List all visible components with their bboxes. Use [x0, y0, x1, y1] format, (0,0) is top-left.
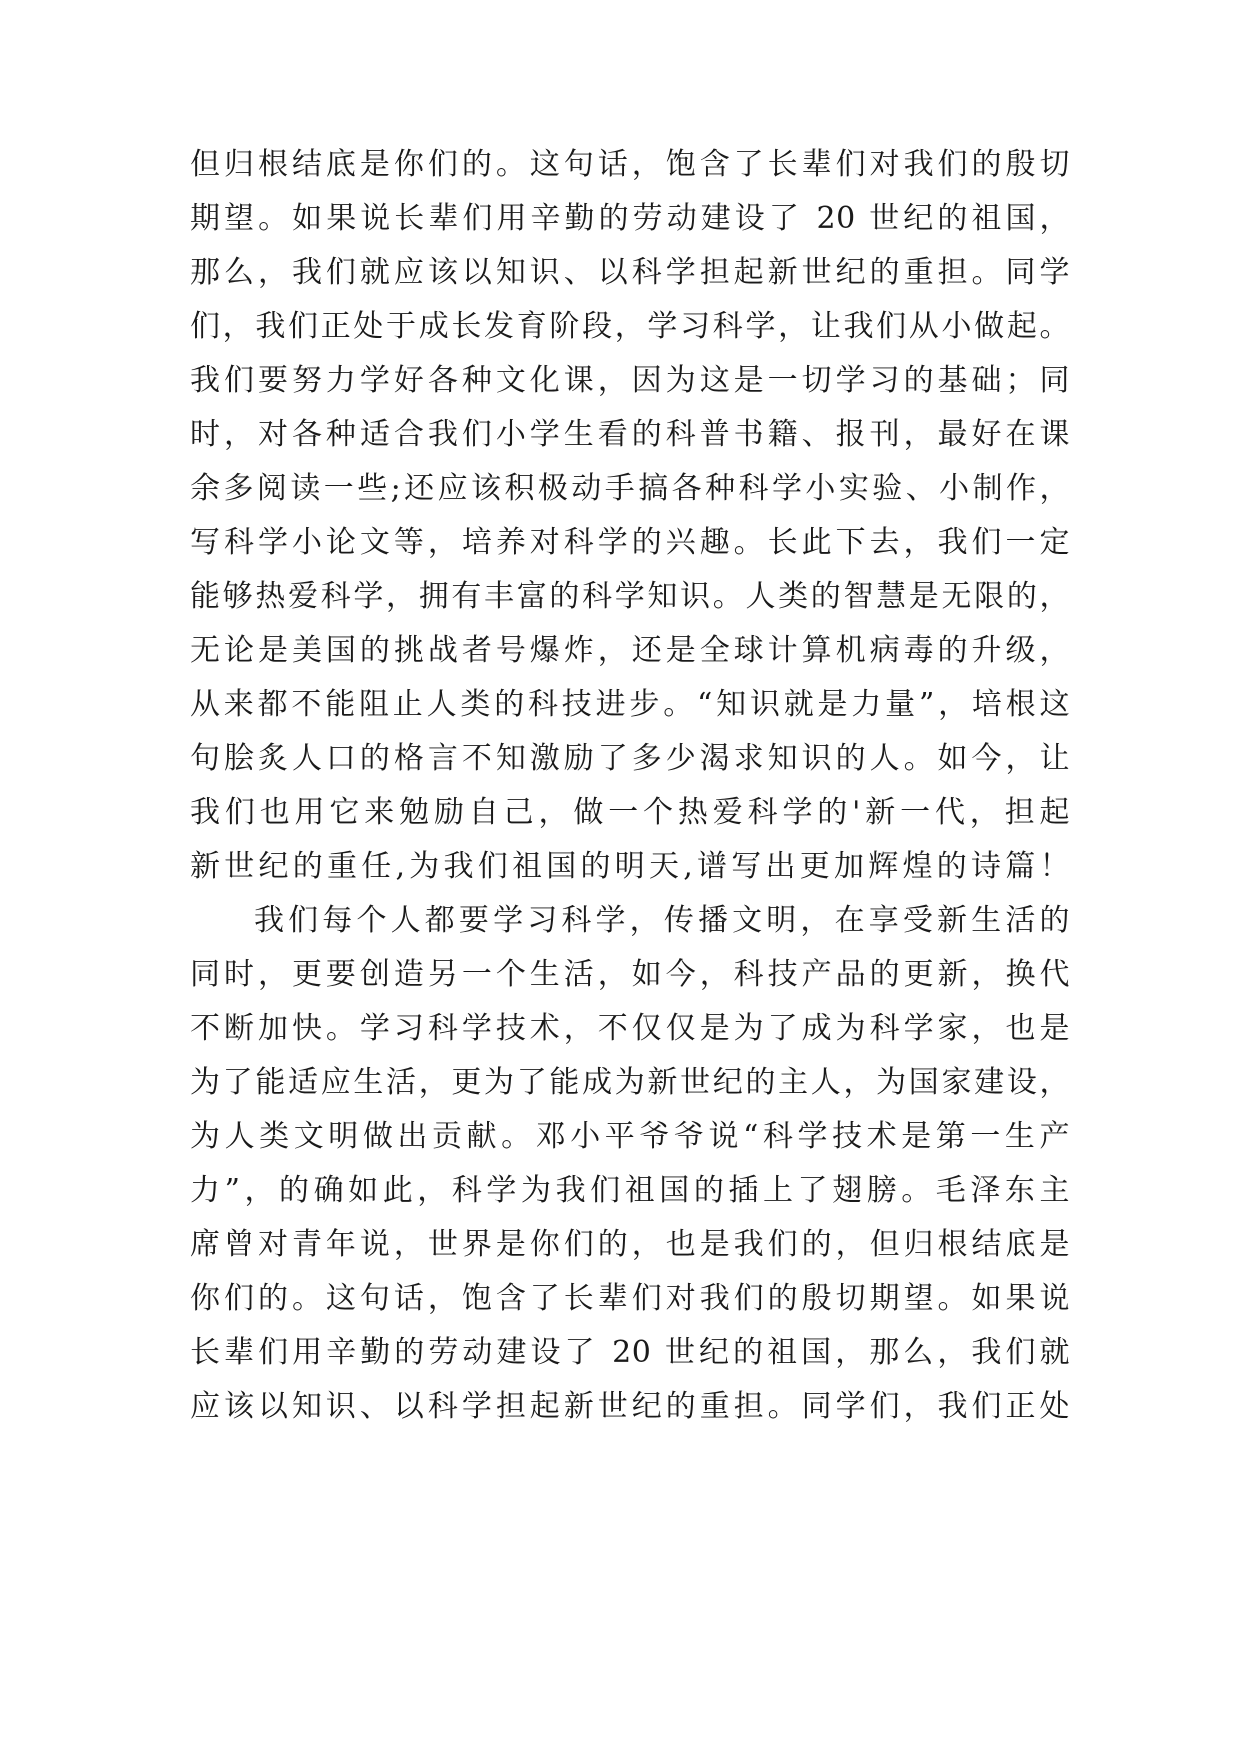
text-line: 能够热爱科学，拥有丰富的科学知识。人类的智慧是无限的，	[190, 579, 1070, 614]
text-line: 句脍炙人口的格言不知激励了多少渴求知识的人。如今，让	[190, 741, 1070, 776]
text-line: 不断加快。学习科学技术，不仅仅是为了成为科学家，也是	[190, 1011, 1070, 1046]
text-line: 无论是美国的挑战者号爆炸，还是全球计算机病毒的升级，	[190, 633, 1070, 668]
text-line: 那么，我们就应该以知识、以科学担起新世纪的重担。同学	[190, 255, 1070, 290]
text-line: 们，我们正处于成长发育阶段，学习科学，让我们从小做起。	[190, 309, 1070, 344]
text-line: 席曾对青年说，世界是你们的，也是我们的，但归根结底是	[190, 1227, 1070, 1262]
text-line: 新世纪的重任,为我们祖国的明天,谱写出更加辉煌的诗篇！	[190, 849, 1070, 884]
text-line: 期望。如果说长辈们用辛勤的劳动建设了 20 世纪的祖国，	[190, 201, 1070, 236]
text-line: 力”，的确如此，科学为我们祖国的插上了翅膀。毛泽东主	[190, 1173, 1070, 1208]
text-line: 从来都不能阻止人类的科技进步。“知识就是力量”，培根这	[190, 687, 1070, 722]
text-line: 同时，更要创造另一个生活，如今，科技产品的更新，换代	[190, 957, 1070, 992]
text-line: 长辈们用辛勤的劳动建设了 20 世纪的祖国，那么，我们就	[190, 1335, 1070, 1370]
text-line: 写科学小论文等，培养对科学的兴趣。长此下去，我们一定	[190, 525, 1070, 560]
text-line: 我们每个人都要学习科学，传播文明，在享受新生活的	[254, 903, 1070, 938]
text-line: 余多阅读一些;还应该积极动手搞各种科学小实验、小制作，	[190, 471, 1070, 506]
text-line: 但归根结底是你们的。这句话，饱含了长辈们对我们的殷切	[190, 147, 1070, 182]
text-line: 你们的。这句话，饱含了长辈们对我们的殷切期望。如果说	[190, 1281, 1070, 1316]
text-line: 我们也用它来勉励自己，做一个热爱科学的'新一代，担起	[190, 795, 1070, 830]
text-line: 应该以知识、以科学担起新世纪的重担。同学们，我们正处	[190, 1389, 1070, 1424]
text-line: 时，对各种适合我们小学生看的科普书籍、报刊，最好在课	[190, 417, 1070, 452]
text-line: 为了能适应生活，更为了能成为新世纪的主人，为国家建设，	[190, 1065, 1070, 1100]
text-line: 我们要努力学好各种文化课，因为这是一切学习的基础；同	[190, 363, 1070, 398]
text-line: 为人类文明做出贡献。邓小平爷爷说“科学技术是第一生产	[190, 1119, 1070, 1154]
